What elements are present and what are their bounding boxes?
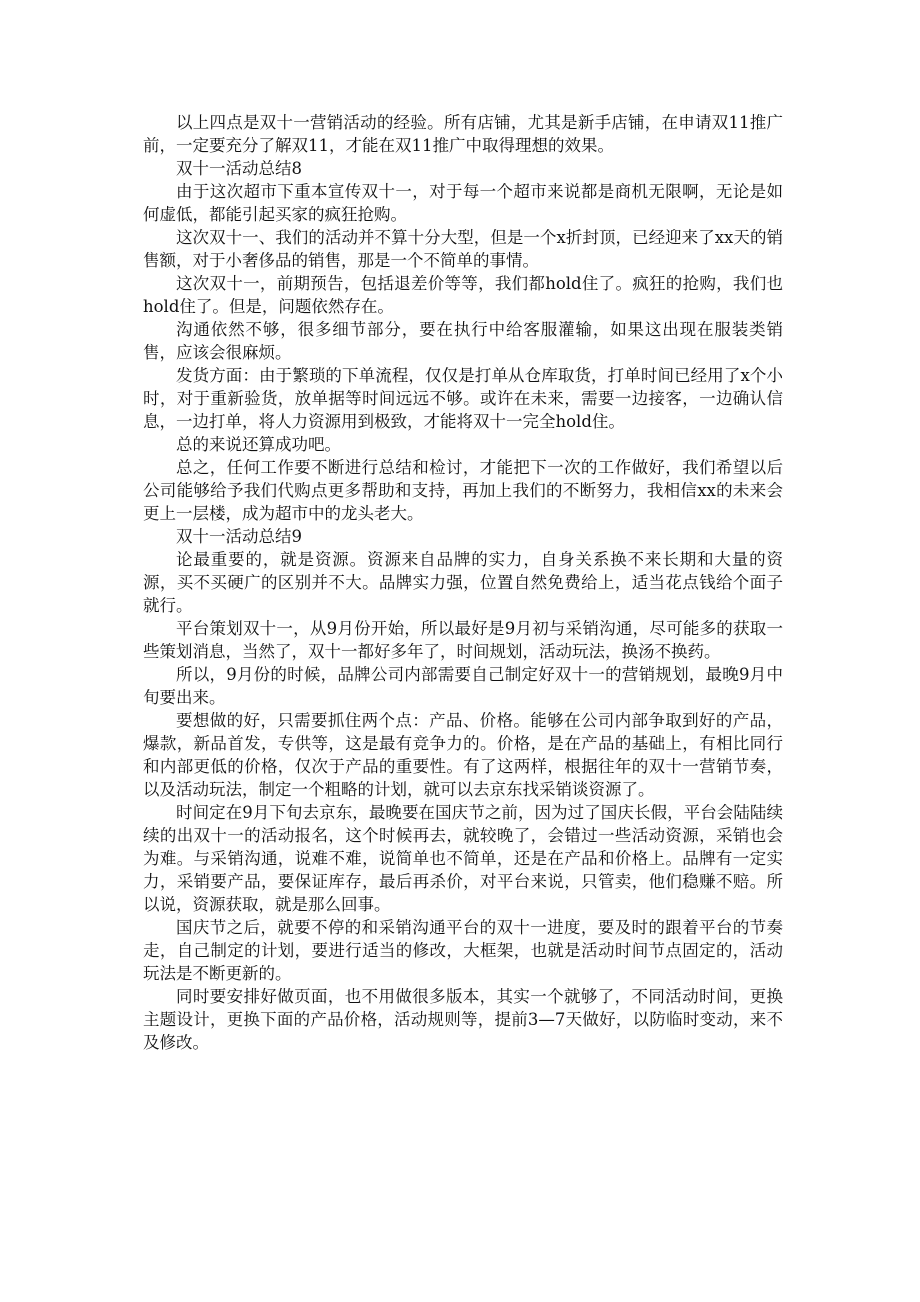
section-heading: 双十一活动总结9 (176, 527, 302, 546)
paragraph: 论最重要的，就是资源。资源来自品牌的实力，自身关系换不来长期和大量的资源，买不买硬广的区别并不大。品牌实力强，位置自然免费给上，适当花点钱给个面子就行。 (143, 550, 783, 615)
paragraph: 时间定在9月下旬去京东，最晚要在国庆节之前，因为过了国庆长假，平台会陆陆续续的出双十一的活动报名，这个时候再去，就较晚了，会错过一些活动资源，采销也会为难。与采销沟通，说难不难，说简单也不简单，还是在产品和价格上。品牌有一定实力，采销要产品，要保证库存，最后再杀价，对平台来说，只管卖，他们稳赚不赔。所以说，资源获取，就是那么回事。 (143, 803, 783, 914)
paragraph: 同时要安排好做页面，也不用做很多版本，其实一个就够了，不同活动时间，更换主题设计，更换下面的产品价格，活动规则等，提前3—7天做好，以防临时变动，来不及修改。 (143, 987, 783, 1052)
paragraph: 由于这次超市下重本宣传双十一，对于每一个超市来说都是商机无限啊，无论是如何虚低，都能引起买家的疯狂抢购。 (143, 182, 783, 224)
paragraph: 要想做的好，只需要抓住两个点：产品、价格。能够在公司内部争取到好的产品，爆款，新品首发，专供等，这是最有竞争力的。价格，是在产品的基础上，有相比同行和内部更低的价格，仅次于产品的重要性。有了这两样，根据往年的双十一营销节奏，以及活动玩法，制定一个粗略的计划，就可以去京东找采销谈资源了。 (143, 711, 783, 799)
section-heading: 双十一活动总结8 (176, 159, 302, 178)
paragraph: 所以，9月份的时候，品牌公司内部需要自己制定好双十一的营销规划，最晚9月中旬要出来。 (143, 665, 783, 707)
paragraph: 总之，任何工作要不断进行总结和检讨，才能把下一次的工作做好，我们希望以后公司能够给予我们代购点更多帮助和支持，再加上我们的不断努力，我相信xx的未来会更上一层楼，成为超市中的龙头老大。 (143, 458, 783, 523)
paragraph: 沟通依然不够，很多细节部分，要在执行中给客服灌输，如果这出现在服装类销售，应该会很麻烦。 (143, 320, 783, 362)
paragraph: 这次双十一，前期预告，包括退差价等等，我们都hold住了。疯狂的抢购，我们也hold住了。但是，问题依然存在。 (143, 274, 783, 316)
paragraph: 以上四点是双十一营销活动的经验。所有店铺，尤其是新手店铺，在申请双11推广前，一定要充分了解双11，才能在双11推广中取得理想的效果。 (143, 113, 783, 155)
paragraph: 平台策划双十一，从9月份开始，所以最好是9月初与采销沟通，尽可能多的获取一些策划消息，当然了，双十一都好多年了，时间规划，活动玩法，换汤不换药。 (143, 619, 783, 661)
paragraph: 发货方面：由于繁琐的下单流程，仅仅是打单从仓库取货，打单时间已经用了x个小时，对于重新验货，放单据等时间远远不够。或许在未来，需要一边接客，一边确认信息，一边打单，将人力资源用到极致，才能将双十一完全hold住。 (143, 366, 783, 431)
paragraph: 这次双十一、我们的活动并不算十分大型，但是一个x折封顶，已经迎来了xx天的销售额，对于小奢侈品的销售，那是一个不简单的事情。 (143, 228, 783, 270)
document-body (143, 111, 783, 1054)
paragraph: 国庆节之后，就要不停的和采销沟通平台的双十一进度，要及时的跟着平台的节奏走，自己制定的计划，要进行适当的修改，大框架，也就是活动时间节点固定的，活动玩法是不断更新的。 (143, 918, 783, 983)
paragraph: 总的来说还算成功吧。 (176, 435, 341, 454)
